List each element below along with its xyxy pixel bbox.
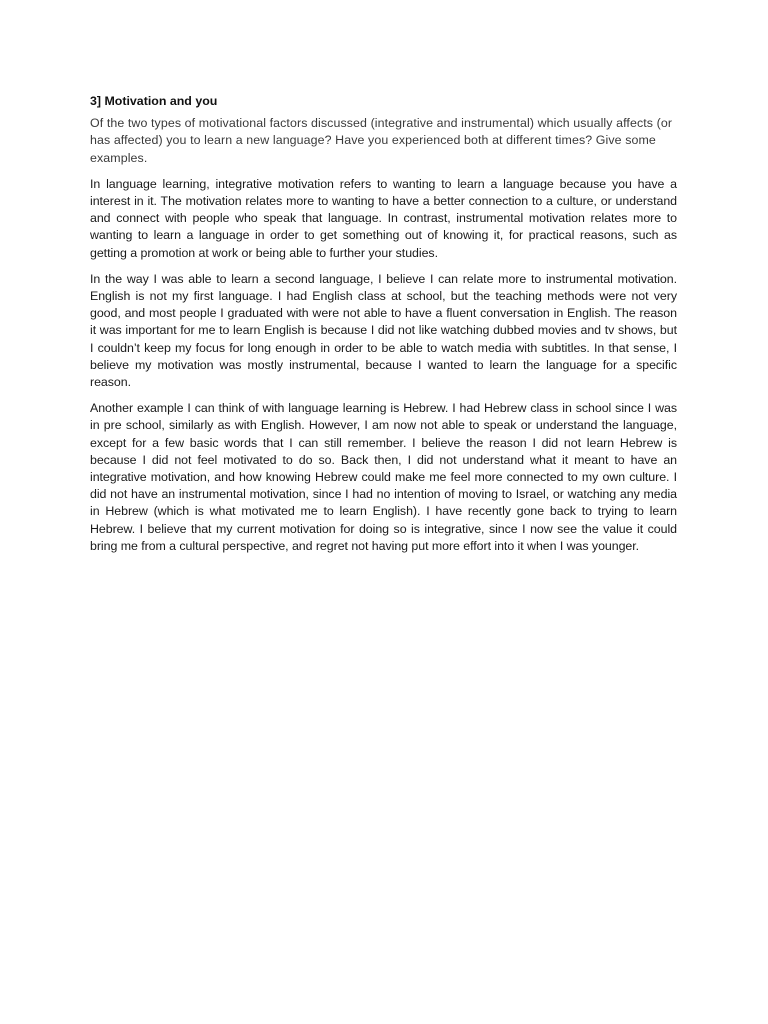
answer-paragraph-1: In language learning, integrative motivation refers to wanting to learn a language because you have a interest in it. The motivation relates more to wanting to have a better connection to a culture, or understand and connect with people who speak that language. In contrast, instrumental motivation relates more to wanting to learn a language in order to get something out of knowing it, for practical reasons, such as getting a promotion at work or being able to further your studies. — [90, 176, 677, 260]
document-body — [90, 93, 677, 564]
answer-paragraph-3: Another example I can think of with language learning is Hebrew. I had Hebrew class in school since I was in pre school, similarly as with English. However, I am now not able to speak or understand the language, except for a few basic words that I can still remember. I believe the reason I did not learn Hebrew is because I did not feel motivated to do so. Back then, I did not understand what it meant to have an integrative motivation, and how knowing Hebrew could make me feel more connected to my own culture. I did not have an instrumental motivation, since I had no intention of moving to Israel, or watching any media in Hebrew (which is what motivated me to learn English). I have recently gone back to trying to learn Hebrew. I believe that my current motivation for doing so is integrative, since I now see the value it could bring me from a cultural perspective, and regret not having put more effort into it when I was younger. — [90, 401, 677, 553]
section-heading: 3] Motivation and you — [90, 94, 218, 108]
answer-paragraph-2: In the way I was able to learn a second language, I believe I can relate more to instrumental motivation. English is not my first language. I had English class at school, but the teaching methods were not very good, and most people I graduated with were not able to have a fluent conversation in English. The reason it was important for me to learn English is because I did not like watching dubbed movies and tv shows, but I couldn’t keep my focus for long enough in order to be able to watch media with subtitles. In that sense, I believe my motivation was mostly instrumental, because I wanted to learn the language for a specific reason. — [90, 271, 677, 390]
question-prompt: Of the two types of motivational factors discussed (integrative and instrumental) which usually affects (or has affected) you to learn a new language? Have you experienced both at different times? Give some examples. — [90, 116, 673, 165]
